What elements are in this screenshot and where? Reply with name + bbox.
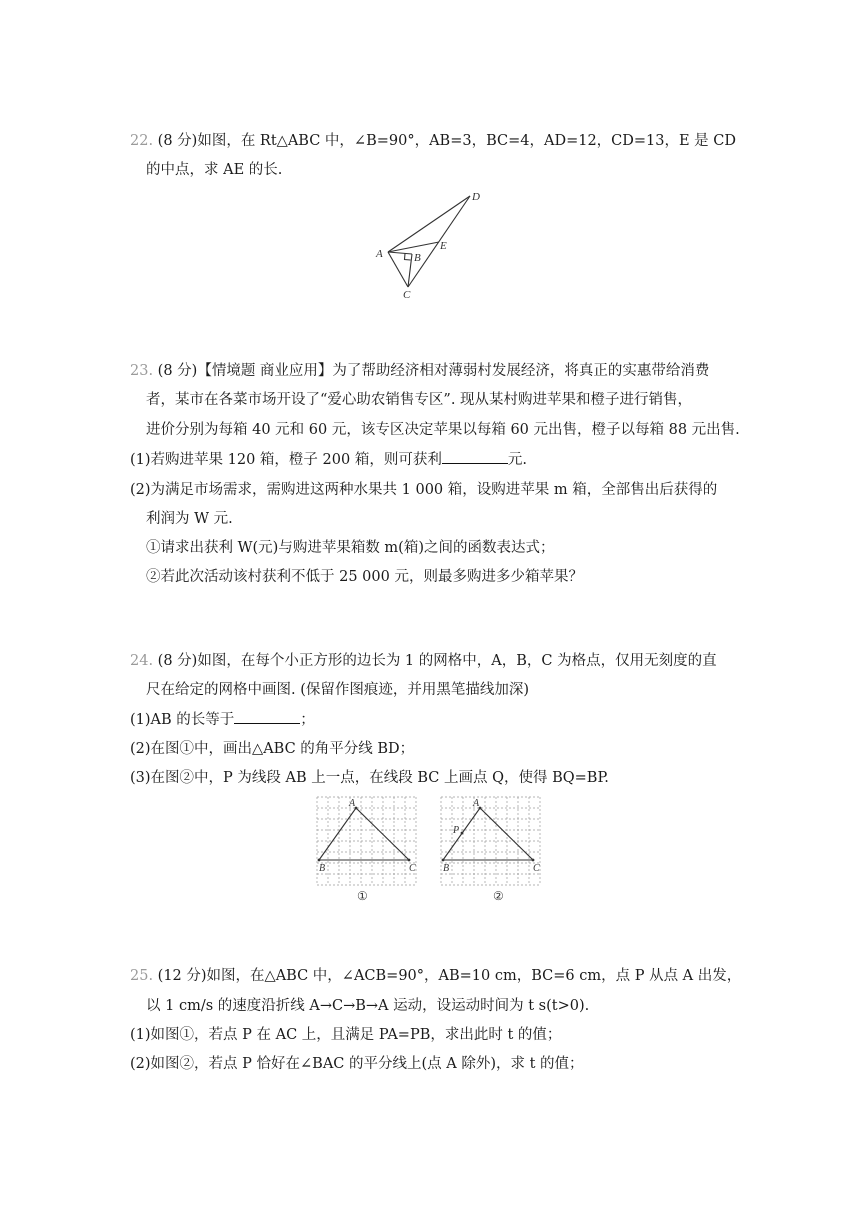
q24-part3: (3)在图②中，P 为线段 AB 上一点，在线段 BC 上画点 Q，使得 BQ=BP.	[130, 770, 609, 786]
q23-part1	[130, 449, 527, 470]
q25-part1: (1)如图①，若点 P 在 AC 上，且满足 PA=PB，求出此时 t 的值；	[130, 1027, 562, 1043]
q23-text-line3: 进价分别为每箱 40 元和 60 元，该专区决定苹果以每箱 60 元出售，橙子以每箱 88 元出售.	[146, 422, 740, 438]
q23-number: 23.	[130, 363, 154, 379]
q25-text-line1: (12 分)如图，在△ABC 中，∠ACB=90°，AB=10 cm，BC=6 cm，点 P 从点 A 出发，	[157, 968, 742, 984]
q23-answer-blank[interactable]	[442, 449, 508, 464]
q24-fig2-label-C: C	[533, 863, 540, 874]
q24-fig2-label-P: P	[453, 825, 460, 836]
q23-sub2: ②若此次活动该村获利不低于 25 000 元，则最多购进多少箱苹果？	[146, 569, 583, 585]
q24-text-line2: 尺在给定的网格中画图. (保留作图痕迹，并用黑笔描线加深)	[146, 682, 530, 698]
q24-number: 24.	[130, 653, 154, 669]
q22-label-B: B	[414, 252, 421, 264]
q23-part1-unit: 元.	[507, 452, 527, 468]
q24-grid-figure-2	[440, 796, 544, 906]
q22-label-C: C	[403, 289, 411, 301]
q23-part2-line2: 利润为 W 元.	[146, 511, 233, 527]
q24-grid-figure-1	[316, 796, 420, 906]
q22-label-E: E	[440, 240, 447, 252]
q24-answer-blank[interactable]	[234, 709, 300, 724]
q22-line1	[130, 131, 736, 151]
q24-part1	[130, 709, 315, 730]
q24-part1-text: (1)AB 的长等于	[130, 712, 235, 728]
q22-label-D: D	[472, 191, 480, 203]
q24-part1-end: ；	[300, 712, 315, 728]
q24-fig2-caption: ②	[493, 889, 504, 903]
q22-text-line2: 的中点，求 AE 的长.	[146, 162, 283, 178]
q25-text-line2: 以 1 cm/s 的速度沿折线 A→C→B→A 运动，设运动时间为 t s(t>0).	[146, 998, 590, 1014]
q24-text-line1: (8 分)如图，在每个小正方形的边长为 1 的网格中，A，B，C 为格点，仅用无刻度的直	[157, 653, 717, 669]
q24-fig1-label-B: B	[319, 863, 326, 874]
q24-fig1-caption: ①	[357, 889, 368, 903]
q23-text-line2: 者，某市在各菜市场开设了“爱心助农销售专区”. 现从某村购进苹果和橙子进行销售，	[146, 392, 693, 408]
q23-sub1: ①请求出获利 W(元)与购进苹果箱数 m(箱)之间的函数表达式；	[146, 540, 555, 556]
q24-fig1-label-C: C	[409, 863, 416, 874]
q22-number: 22.	[130, 133, 154, 149]
q25-line1	[130, 966, 741, 986]
q24-line1	[130, 651, 717, 671]
q23-part1-text: (1)若购进苹果 120 箱，橙子 200 箱，则可获利	[130, 452, 442, 468]
q24-fig2-label-B: B	[443, 863, 450, 874]
q23-part2-line1: (2)为满足市场需求，需购进这两种水果共 1 000 箱，设购进苹果 m 箱，全部售出后获得的	[130, 482, 718, 498]
q25-number: 25.	[130, 968, 154, 984]
q24-fig2-label-A: A	[473, 798, 480, 809]
q24-part2: (2)在图①中，画出△ABC 的角平分线 BD；	[130, 741, 415, 757]
q23-text-line1: (8 分)【情境题 商业应用】为了帮助经济相对薄弱村发展经济，将真正的实惠带给消费	[157, 363, 710, 379]
q22-label-A: A	[376, 248, 383, 260]
q24-fig1-label-A: A	[349, 798, 356, 809]
q25-part2: (2)如图②，若点 P 恰好在∠BAC 的平分线上(点 A 除外)，求 t 的值；	[130, 1056, 584, 1072]
q22-text-line1: (8 分)如图，在 Rt△ABC 中，∠B=90°，AB=3，BC=4，AD=12，CD=13，E 是 CD	[157, 133, 737, 149]
q23-line1	[130, 361, 709, 381]
